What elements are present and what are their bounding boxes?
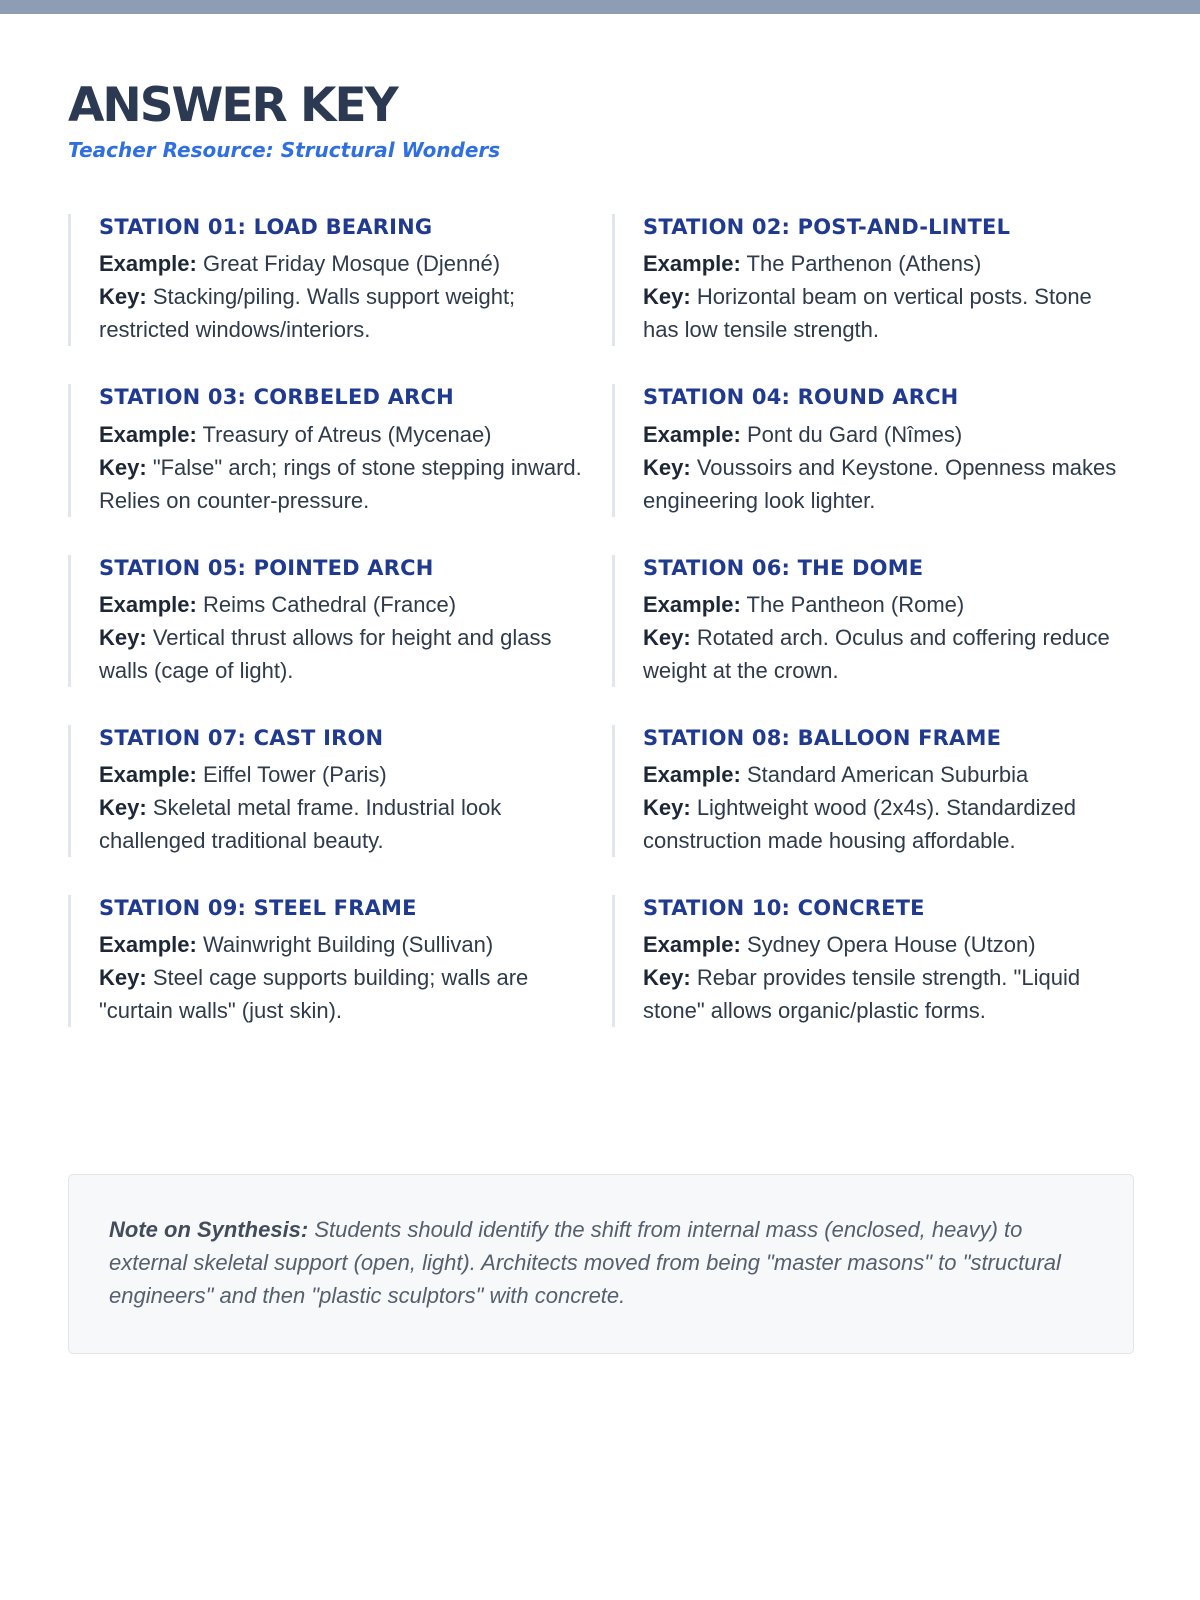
stations-grid [68,214,1134,1065]
key-value: Stacking/piling. Walls support weight; restricted windows/interiors. [99,284,516,343]
example-value: Sydney Opera House (Utzon) [746,932,1036,958]
station-heading: STATION 02: POST-AND-LINTEL [643,215,1011,239]
station-example [643,247,1118,280]
answer-key-page [68,78,1134,1308]
example-label: Example: [643,591,741,617]
synthesis-note [68,1174,1134,1354]
key-label: Key: [643,284,691,310]
key-value: Rebar provides tensile strength. "Liquid stone" allows organic/plastic forms. [643,965,1081,1024]
station-card [612,725,1134,857]
station-heading: STATION 09: STEEL FRAME [99,896,417,921]
page-subtitle: Teacher Resource: Structural Wonders [68,138,501,163]
station-example [643,418,1118,451]
station-example [99,588,596,621]
station-card [612,555,1134,687]
station-example [99,418,596,451]
station-example [99,928,596,961]
station-heading: STATION 03: CORBELED ARCH [99,385,454,410]
station-example [643,928,1118,961]
station-heading: STATION 10: CONCRETE [643,896,925,921]
top-accent-bar [0,0,1200,14]
key-value: Horizontal beam on vertical posts. Stone has low tensile strength. [643,284,1092,343]
key-value: Skeletal metal frame. Industrial look challenged traditional beauty. [99,795,502,854]
station-heading: STATION 05: POINTED ARCH [99,555,434,580]
key-value: Rotated arch. Oculus and coffering reduce weight at the crown. [643,624,1110,683]
station-key [643,791,1118,857]
station-key [99,621,596,687]
example-value: Treasury of Atreus (Mycenae) [202,421,492,447]
station-key [99,961,596,1027]
example-value: Great Friday Mosque (Djenné) [202,251,501,277]
example-value: Reims Cathedral (France) [202,591,457,617]
example-label: Example: [643,251,741,277]
station-card [68,725,612,857]
station-card [68,555,612,687]
example-label: Example: [99,421,197,447]
example-value: Pont du Gard (Nîmes) [746,421,963,447]
example-label: Example: [99,251,197,277]
note-label: Note on Synthesis: [109,1217,309,1242]
station-key [643,280,1118,346]
station-example [643,758,1118,791]
key-label: Key: [643,795,691,821]
station-heading: STATION 01: LOAD BEARING [99,215,433,239]
station-heading: STATION 08: BALLOON FRAME [643,725,1002,750]
station-card [612,384,1134,516]
example-value: Standard American Suburbia [746,762,1029,788]
station-example [643,588,1118,621]
key-value: Voussoirs and Keystone. Openness makes engineering look lighter. [643,454,1117,513]
station-card [68,384,612,516]
example-label: Example: [99,762,197,788]
key-value: Lightweight wood (2x4s). Standardized construction made housing affordable. [643,795,1076,854]
example-value: The Parthenon (Athens) [746,251,982,277]
example-label: Example: [99,932,197,958]
key-label: Key: [99,624,147,650]
station-heading: STATION 04: ROUND ARCH [643,385,959,410]
station-key [643,451,1118,517]
example-value: The Pantheon (Rome) [746,591,965,617]
key-value: Vertical thrust allows for height and glass walls (cage of light). [99,624,552,683]
station-key [99,280,596,346]
example-label: Example: [643,421,741,447]
station-card [612,214,1134,346]
station-heading: STATION 06: THE DOME [643,555,924,580]
note-text: Students should identify the shift from internal mass (enclosed, heavy) to external skeletal support (open, light). Architects moved from being "master masons" to "structural engineers" and then "plastic sculptors" with concrete. [109,1217,1061,1308]
key-label: Key: [99,965,147,991]
page-title: ANSWER KEY [68,78,397,133]
example-label: Example: [643,932,741,958]
station-key [643,621,1118,687]
example-label: Example: [643,762,741,788]
key-value: Steel cage supports building; walls are "curtain walls" (just skin). [99,965,529,1024]
station-example [99,247,596,280]
station-example [99,758,596,791]
station-key [99,451,596,517]
key-label: Key: [643,965,691,991]
station-heading: STATION 07: CAST IRON [99,725,384,750]
key-label: Key: [99,795,147,821]
key-label: Key: [99,454,147,480]
station-key [643,961,1118,1027]
station-card [612,895,1134,1027]
example-value: Wainwright Building (Sullivan) [202,932,494,958]
key-label: Key: [643,624,691,650]
station-card [68,214,612,346]
key-value: "False" arch; rings of stone stepping inward. Relies on counter-pressure. [99,454,582,513]
example-label: Example: [99,591,197,617]
station-card [68,895,612,1027]
example-value: Eiffel Tower (Paris) [202,762,387,788]
station-key [99,791,596,857]
key-label: Key: [99,284,147,310]
key-label: Key: [643,454,691,480]
